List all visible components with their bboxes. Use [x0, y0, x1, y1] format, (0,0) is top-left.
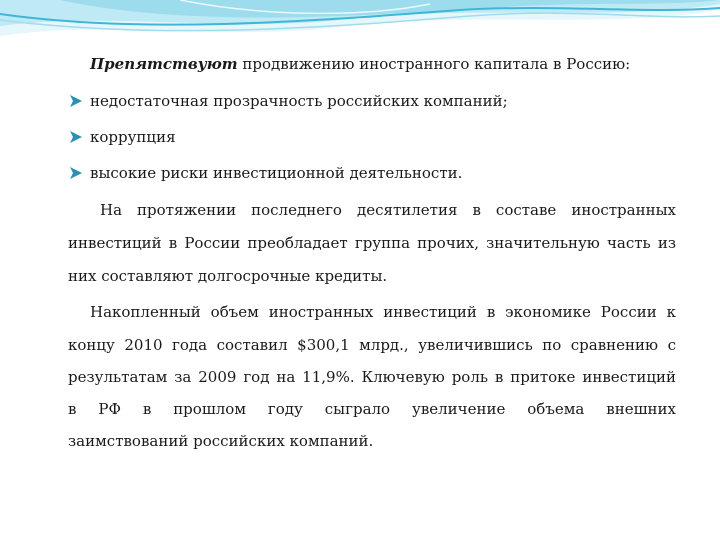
bullet-item: коррупция	[90, 128, 176, 146]
paragraph2-line: заимствований российских компаний.	[68, 432, 374, 450]
paragraph1-line: них составляют долгосрочные кредиты.	[68, 267, 388, 285]
paragraph1-line: инвестиций в России преобладает группа прочих, значительную часть из	[68, 234, 676, 252]
bullet-item: недостаточная прозрачность российских компаний;	[90, 92, 508, 110]
paragraph1-line: На протяжении последнего десятилетия в составе иностранных	[100, 201, 676, 219]
paragraph2-line: Накопленный объем иностранных инвестиций в экономике России к	[90, 303, 676, 321]
paragraph2-line: в РФ в прошлом году сыграло увеличение объема внешних	[68, 400, 676, 418]
paragraph2-line: концу 2010 года составил $300,1 млрд., увеличившись по сравнению с	[68, 336, 676, 354]
arrow-bullet-icon	[69, 130, 83, 144]
intro-rest: продвижению иностранного капитала в Россию:	[237, 55, 631, 73]
paragraph2-line: результатам за 2009 год на 11,9%. Ключевую роль в притоке инвестиций	[68, 368, 676, 386]
arrow-bullet-icon	[69, 166, 83, 180]
intro-line	[90, 54, 630, 74]
bullet-item: высокие риски инвестиционной деятельности.	[90, 164, 463, 182]
arrow-bullet-icon	[69, 94, 83, 108]
intro-emphasis: Препятствуют	[90, 55, 238, 73]
